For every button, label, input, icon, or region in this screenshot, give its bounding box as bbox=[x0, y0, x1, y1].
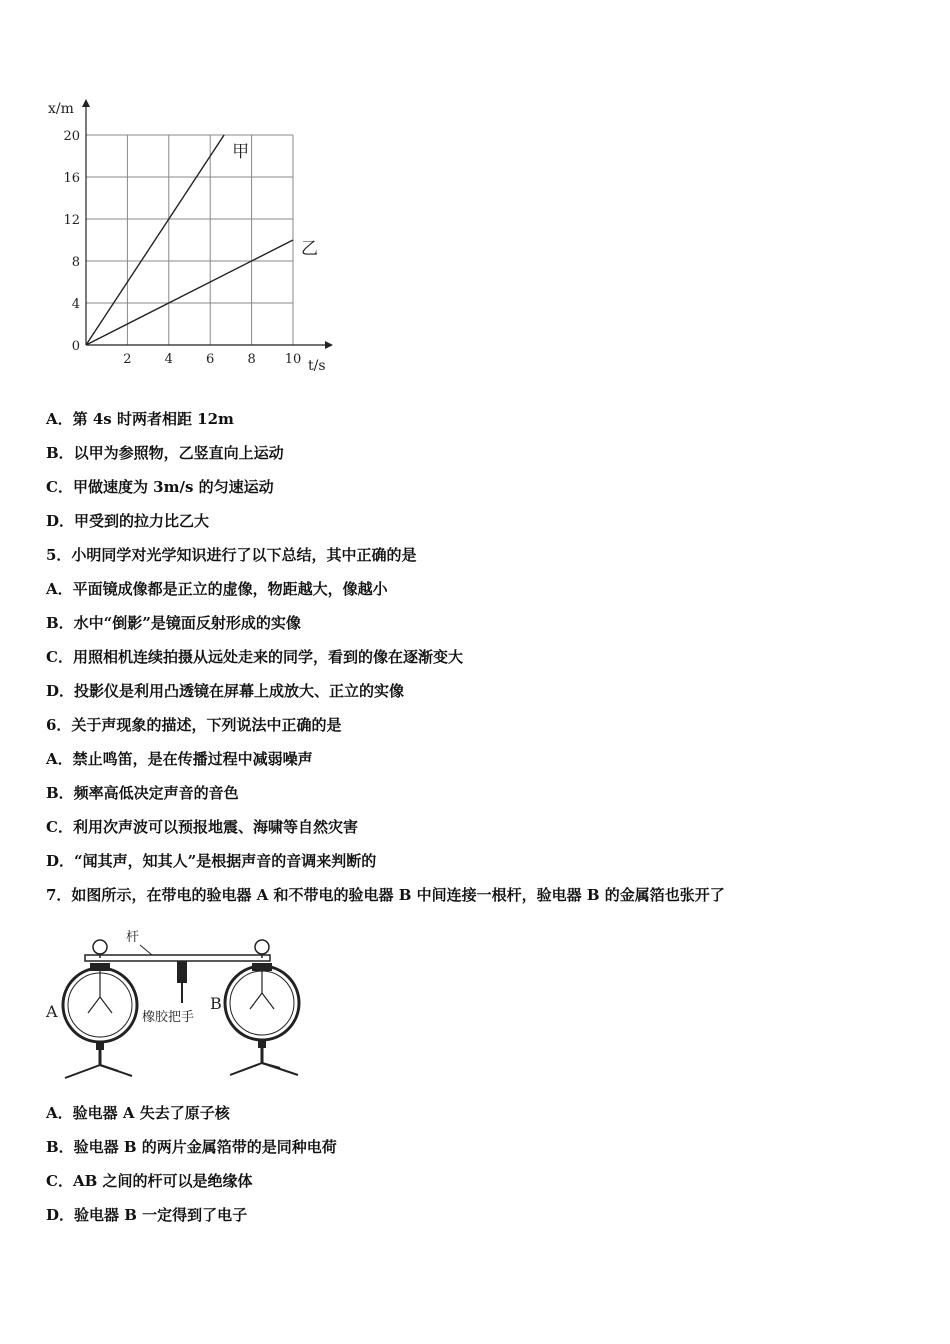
q6-option-b: B．频率高低决定声音的音色 bbox=[46, 784, 239, 802]
handle-label: 橡胶把手 bbox=[142, 1010, 195, 1025]
y-axis-label: x/m bbox=[48, 101, 74, 117]
y-tick-label: 20 bbox=[63, 129, 80, 144]
q7-option-b: B．验电器 B 的两片金属箔带的是同种电荷 bbox=[46, 1138, 337, 1156]
x-tick-label: 8 bbox=[247, 352, 256, 367]
series-line-1 bbox=[86, 135, 224, 345]
q4-option-b: B．以甲为参照物，乙竖直向上运动 bbox=[46, 444, 284, 462]
q6-option-d: D．“闻其声，知其人”是根据声音的音调来判断的 bbox=[46, 852, 377, 870]
series-label-2: 乙 bbox=[301, 239, 318, 259]
q4-option-a: A．第 4s 时两者相距 12m bbox=[46, 410, 234, 428]
q7-stem: 7．如图所示，在带电的验电器 A 和不带电的验电器 B 中间连接一根杆，验电器 B 的金属箔也张开了 bbox=[46, 886, 725, 904]
x-tick-label: 2 bbox=[123, 352, 132, 367]
x-axis-label: t/s bbox=[308, 358, 326, 374]
y-tick-label: 4 bbox=[71, 297, 80, 312]
chart-axes bbox=[82, 99, 333, 349]
q7-option-d: D．验电器 B 一定得到了电子 bbox=[46, 1206, 248, 1224]
q4-option-c: C．甲做速度为 3m/s 的匀速运动 bbox=[46, 478, 274, 496]
x-tick-label: 10 bbox=[284, 352, 302, 367]
q7-option-a: A．验电器 A 失去了原子核 bbox=[46, 1104, 230, 1122]
q5-option-d: D．投影仪是利用凸透镜在屏幕上成放大、正立的实像 bbox=[46, 682, 405, 700]
rod-label: 杆 bbox=[126, 930, 140, 945]
q5-option-b: B．水中“倒影”是镜面反射形成的实像 bbox=[46, 614, 301, 632]
series-line-2 bbox=[86, 240, 293, 345]
q7-option-c: C．AB 之间的杆可以是绝缘体 bbox=[46, 1172, 253, 1190]
y-tick-label: 8 bbox=[71, 255, 80, 270]
y-tick-label: 12 bbox=[63, 213, 80, 228]
q5-stem: 5．小明同学对光学知识进行了以下总结，其中正确的是 bbox=[46, 546, 417, 564]
y-tick-label: 16 bbox=[63, 171, 80, 186]
x-tick-label: 4 bbox=[164, 352, 173, 367]
series-label-1: 甲 bbox=[232, 142, 250, 162]
electroscope-figure bbox=[40, 925, 310, 1085]
q6-stem: 6．关于声现象的描述，下列说法中正确的是 bbox=[46, 716, 342, 734]
rod bbox=[85, 955, 270, 961]
q4-option-d: D．甲受到的拉力比乙大 bbox=[46, 512, 210, 530]
q6-option-a: A．禁止鸣笛，是在传播过程中减弱噪声 bbox=[46, 750, 313, 768]
q6-option-c: C．利用次声波可以预报地震、海啸等自然灾害 bbox=[46, 818, 358, 836]
q5-option-c: C．用照相机连续拍摄从远处走来的同学，看到的像在逐渐变大 bbox=[46, 648, 463, 666]
rubber-handle bbox=[177, 961, 187, 983]
y-tick-label: 0 bbox=[71, 339, 80, 354]
x-tick-label: 6 bbox=[206, 352, 215, 367]
chart-grid bbox=[86, 135, 293, 345]
x-t-graph bbox=[40, 95, 340, 380]
label-a: A bbox=[46, 1002, 58, 1021]
q5-option-a: A．平面镜成像都是正立的虚像，物距越大，像越小 bbox=[46, 580, 388, 598]
label-b: B bbox=[210, 994, 222, 1013]
